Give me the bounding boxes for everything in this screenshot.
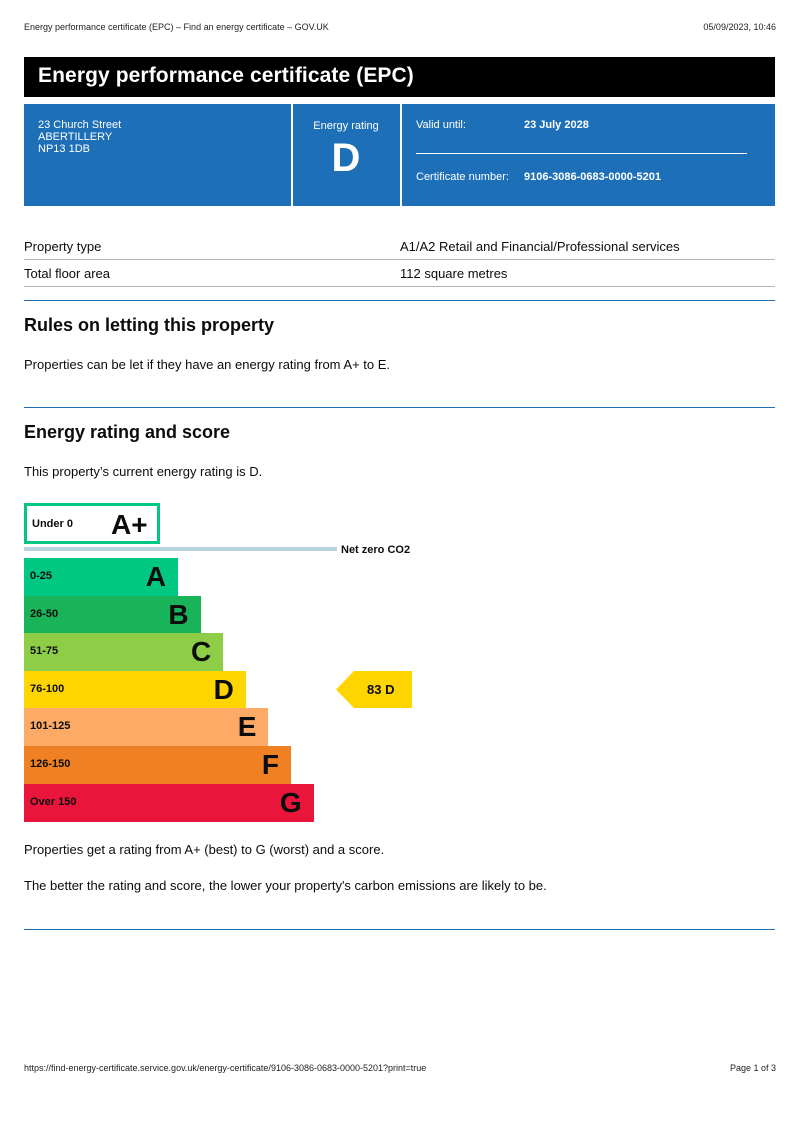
title-bar — [24, 57, 775, 97]
band-d-range: 76-100 — [30, 682, 65, 695]
band-c — [24, 633, 223, 671]
band-b-letter: B — [168, 598, 189, 630]
address-line-1: 23 Church Street — [38, 119, 122, 131]
valid-until-value: 23 July 2028 — [524, 119, 589, 131]
current-rating-text: This property’s current energy rating is D. — [24, 464, 263, 479]
band-a-plus-range: Under 0 — [32, 518, 73, 530]
band-c-letter: C — [190, 636, 212, 668]
net-zero-line — [24, 547, 337, 551]
certificate-number-label: Certificate number: — [416, 171, 509, 183]
band-e-range: 101-125 — [30, 720, 71, 733]
property-type-value: A1/A2 Retail and Financial/Professional services — [400, 239, 680, 254]
property-type-row — [24, 233, 775, 260]
certificate-summary — [24, 104, 775, 206]
band-f — [24, 746, 291, 784]
band-b — [24, 596, 201, 634]
band-g-letter: G — [279, 786, 302, 818]
floor-area-row — [24, 260, 775, 287]
summary-divider-horizontal — [416, 153, 747, 154]
band-d — [24, 671, 246, 709]
page-title: Energy performance certificate (EPC) — [38, 64, 414, 87]
band-e — [24, 708, 268, 746]
band-a-plus-letter: A+ — [111, 509, 148, 540]
energy-rating-letter: D — [331, 136, 361, 180]
property-details-table — [24, 233, 775, 287]
current-rating-pointer — [336, 671, 412, 708]
energy-rating-box — [292, 104, 400, 206]
property-address — [38, 119, 121, 155]
band-e-letter: E — [237, 711, 257, 743]
letting-text: Properties can be let if they have an energy rating from A+ to E. — [24, 357, 391, 372]
section-divider — [24, 407, 775, 408]
band-a-range: 0-25 — [30, 570, 53, 582]
band-a-plus — [24, 503, 160, 544]
floor-area-value: 112 square metres — [400, 266, 508, 281]
band-f-range: 126-150 — [30, 758, 71, 770]
band-a — [24, 558, 178, 596]
summary-divider-right — [400, 104, 402, 206]
certificate-number-value: 9106-3086-0683-0000-5201 — [524, 171, 662, 183]
print-footer-url: https://find-energy-certificate.service.gov.uk/energy-certificate/9106-3086-0683-0000-5201?print=true — [24, 1063, 427, 1073]
band-d-letter: D — [213, 673, 234, 705]
valid-until-label: Valid until: — [416, 119, 466, 131]
letting-heading: Rules on letting this property — [24, 315, 275, 335]
carbon-emissions-note: The better the rating and score, the lower your property's carbon emissions are likely to be. — [24, 878, 547, 893]
current-rating-score: 83 D — [367, 681, 395, 697]
print-header — [24, 22, 776, 36]
address-line-3: NP13 1DB — [38, 143, 90, 155]
band-a-letter: A — [145, 561, 166, 592]
net-zero-label: Net zero CO2 — [341, 544, 411, 556]
band-g — [24, 784, 314, 822]
print-header-datetime: 05/09/2023, 10:46 — [703, 22, 776, 32]
band-b-range: 26-50 — [30, 607, 59, 620]
floor-area-label: Total floor area — [24, 266, 110, 281]
rating-heading: Energy rating and score — [24, 422, 231, 442]
print-header-title: Energy performance certificate (EPC) – Find an energy certificate – GOV.UK — [24, 22, 329, 32]
section-divider — [24, 929, 775, 930]
section-divider — [24, 300, 775, 301]
band-g-range: Over 150 — [30, 795, 77, 808]
rating-scale-note: Properties get a rating from A+ (best) to G (worst) and a score. — [24, 842, 385, 857]
property-type-label: Property type — [24, 239, 102, 254]
print-footer-page: Page 1 of 3 — [729, 1063, 776, 1073]
band-f-letter: F — [261, 749, 279, 780]
energy-rating-label: Energy rating — [313, 120, 379, 132]
band-c-range: 51-75 — [30, 645, 59, 658]
address-line-2: ABERTILLERY — [38, 131, 113, 143]
